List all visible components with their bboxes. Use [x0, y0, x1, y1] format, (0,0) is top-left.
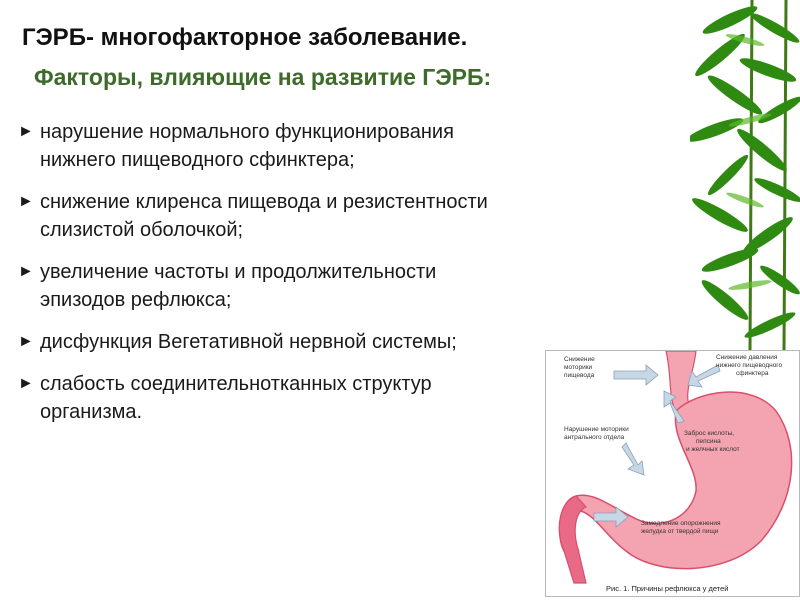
label-antral-motility: Нарушение моторики: [564, 426, 629, 433]
label-esophagus-motility: Снижение: [564, 356, 595, 363]
slide-title: ГЭРБ- многофакторное заболевание.: [22, 24, 468, 51]
slide-subtitle: Факторы, влияющие на развитие ГЭРБ:: [34, 64, 492, 90]
bullet-arrow-icon: ►: [18, 193, 34, 210]
svg-text:сфинктера: сфинктера: [736, 370, 769, 377]
label-gastric-emptying: Замедление опорожнения: [641, 520, 721, 527]
bullet-arrow-icon: ►: [18, 123, 34, 140]
svg-text:желудка от твердой пищи: желудка от твердой пищи: [641, 528, 719, 535]
duodenum-shape: [559, 496, 586, 583]
stomach-diagram: [545, 350, 800, 597]
bullet-arrow-icon: ►: [18, 333, 34, 350]
list-item-text: дисфункция Вегетативной нервной системы;: [40, 331, 457, 353]
svg-text:нижнего пищеводного: нижнего пищеводного: [716, 362, 783, 369]
label-acid-reflux: Заброс кислоты,: [684, 430, 735, 437]
bamboo-decoration: [690, 0, 800, 350]
stomach-shape: [560, 392, 792, 569]
list-item-text: снижение клиренса пищевода и резистентности слизистой оболочкой;: [40, 191, 488, 241]
list-item: [18, 188, 658, 244]
svg-text:антрального отдела: антрального отдела: [564, 434, 625, 441]
svg-text:и желчных кислот: и желчных кислот: [686, 446, 740, 453]
svg-text:пищевода: пищевода: [564, 372, 595, 379]
svg-text:пепсина: пепсина: [696, 438, 721, 445]
list-item: [18, 118, 658, 174]
label-sphincter-pressure: Снижение давления: [716, 354, 778, 361]
list-item-text: увеличение частоты и продолжительности эпизодов рефлюкса;: [40, 261, 437, 311]
bullet-arrow-icon: ►: [18, 263, 34, 280]
list-item-text: нарушение нормального функционирования нижнего пищеводного сфинктера;: [40, 121, 454, 171]
svg-text:моторики: моторики: [564, 364, 593, 371]
bullet-arrow-icon: ►: [18, 375, 34, 392]
list-item-text: слабость соединительнотканных структур организма.: [40, 373, 432, 423]
figure-caption: Рис. 1. Причины рефлюкса у детей: [606, 584, 729, 593]
list-item: [18, 258, 658, 314]
